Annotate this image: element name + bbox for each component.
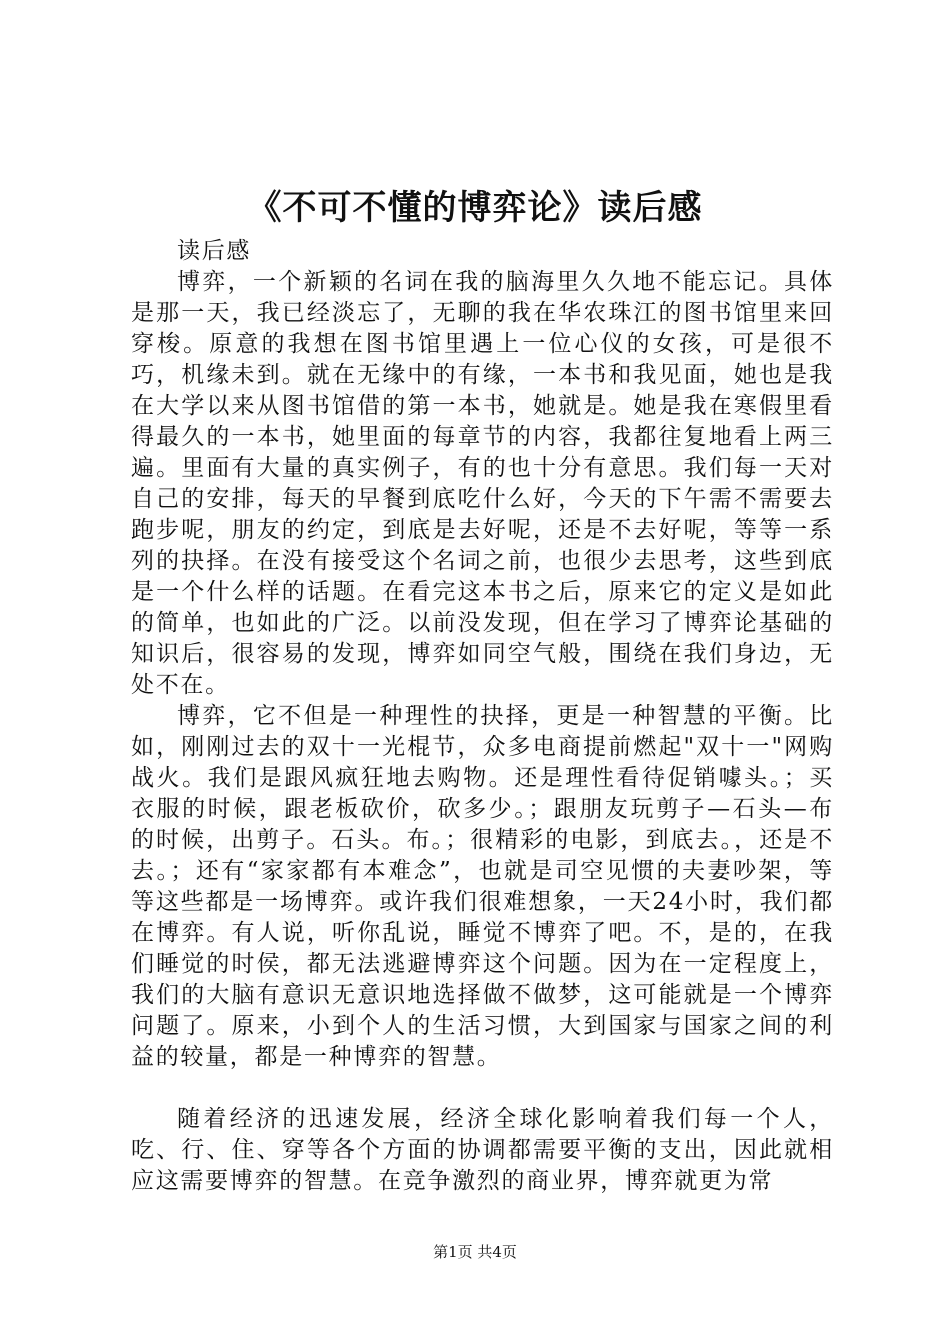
paragraph-subtitle: 读后感 — [177, 238, 252, 264]
document-body — [131, 236, 834, 1197]
document-title: 《不可不懂的博弈论》读后感 — [247, 188, 703, 228]
paragraph-2: 博弈，它不但是一种理性的抉择，更是一种智慧的平衡。比如，刚刚过去的双十一光棍节，众多电商提前燃起"双十一"网购战火。我们是跟风疯狂地去购物。还是理性看待促销噱头。；买衣服的时候，跟老板砍价，砍多少。；跟朋友玩剪子—石头—布的时候，出剪子。石头。布。；很精彩的电影，到底去。，还是不去。；还有“家家都有本难念”，也就是司空见惯的夫妻吵架，等等这些都是一场博弈。或许我们很难想象，一天24小时，我们都在博弈。有人说，听你乱说，睡觉不博弈了吧。不，是的，在我们睡觉的时侯，都无法逃避博弈这个问题。因为在一定程度上，我们的大脑有意识无意识地选择做不做梦，这可能就是一个博弈问题了。原来，小到个人的生活习惯，大到国家与国家之间的利益的较量，都是一种博弈的智慧。 — [131, 703, 834, 1070]
paragraph-1: 博弈，一个新颖的名词在我的脑海里久久地不能忘记。具体是那一天，我已经淡忘了，无聊的我在华农珠江的图书馆里来回穿梭。原意的我想在图书馆里遇上一位心仪的女孩，可是很不巧，机缘未到。就在无缘中的有缘，一本书和我见面，她也是我在大学以来从图书馆借的第一本书，她就是。她是我在寒假里看得最久的一本书，她里面的每章节的内容，我都往复地看上两三遍。里面有大量的真实例子，有的也十分有意思。我们每一天对自己的安排，每天的早餐到底吃什么好，今天的下午需不需要去跑步呢，朋友的约定，到底是去好呢，还是不去好呢，等等一系列的抉择。在没有接受这个名词之前，也很少去思考，这些到底是一个什么样的话题。在看完这本书之后，原来它的定义是如此的简单，也如此的广泛。以前没发现，但在学习了博弈论基础的知识后，很容易的发现，博弈如同空气般，围绕在我们身边，无处不在。 — [131, 269, 834, 698]
paragraph-3: 随着经济的迅速发展，经济全球化影响着我们每一个人，吃、行、住、穿等各个方面的协调都需要平衡的支出，因此就相应这需要博弈的智慧。在竞争激烈的商业界，博弈就更为常 — [131, 1106, 834, 1194]
page-footer: 第1页 共4页 — [433, 1243, 517, 1261]
